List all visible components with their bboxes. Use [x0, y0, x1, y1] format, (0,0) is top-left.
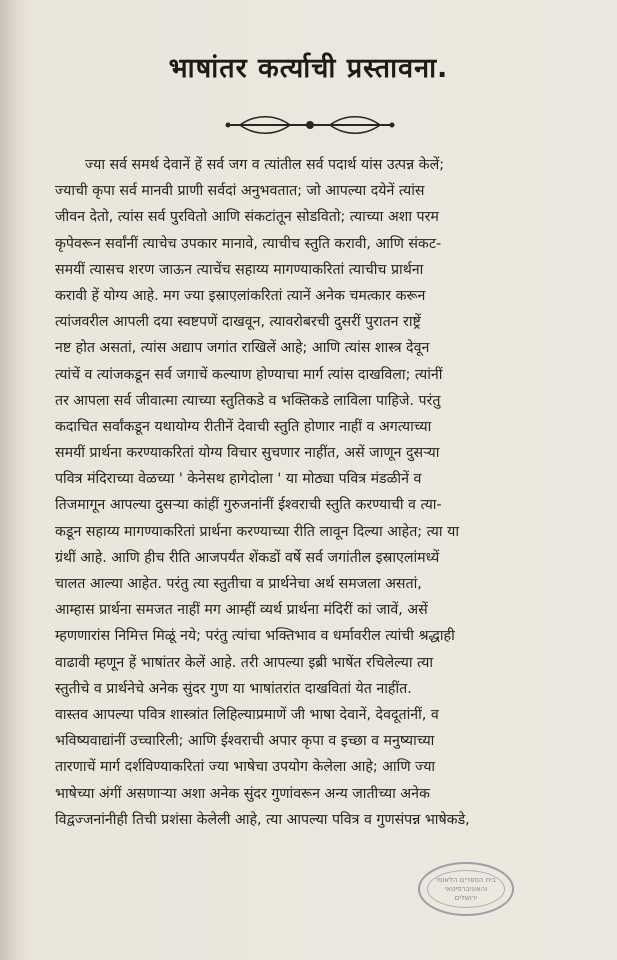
text-line-14: तिजमागून आपल्या दुसऱ्या कांहीं गुरुजनांनीं ईश्वराची स्तुति करण्याची व त्या- — [55, 497, 442, 514]
text-line-1: ज्या सर्व समर्थ देवानें हें सर्व जग व त्यांतील सर्व पदार्थ यांस उत्पन्न केलें; — [85, 157, 444, 173]
preface-body — [55, 152, 578, 833]
text-line-2: ज्याची कृपा सर्व मानवी प्राणी सर्वदां अनुभवतात; जो आपल्या दयेनें त्यांस — [55, 183, 425, 200]
text-line-8: नष्ट होत असतां, त्यांस अद्याप जगांत राखिलें आहे; आणि त्यांस शास्त्र देवून — [55, 340, 430, 357]
text-line-9: त्यांचें व त्यांजकडून सर्व जगाचें कल्याण होण्याचा मार्ग त्यांस दाखविला; त्यांनीं — [55, 366, 443, 383]
stamp-line-2: והאוניברסיטאי — [444, 884, 488, 893]
text-line-6: करावी हें योग्य आहे. मग ज्या इस्राएलांकरितां त्यानें अनेक चमत्कार करून — [55, 287, 426, 304]
text-line-21: स्तुतीचे व प्रार्थनेचे अनेक सुंदर गुण या भाषांतरांत दाखवितां येत नाहींत. — [55, 680, 412, 697]
page-title: भाषांतर कर्त्याची प्रस्तावना. — [168, 53, 449, 84]
library-stamp — [418, 862, 514, 916]
text-line-7: त्यांजवरील आपली दया स्वष्टपणें दाखवून, त्यावरोबरची दुसरीं पुरातन राष्ट्रें — [55, 314, 421, 331]
text-line-22: वास्तव आपल्या पवित्र शास्त्रांत लिहिल्याप्रमाणें जी भाषा देवानें, देवदूतांनीं, व — [55, 706, 439, 723]
text-line-15: कडून सहाय्य मागण्याकरितां प्रार्थना करण्याच्या रीति लावून दिल्या आहेत; त्या या — [55, 523, 459, 540]
text-line-19: म्हणणारांस निमित्त मिळूं नये; परंतु त्यांचा भक्तिभाव व धर्मावरील त्यांची श्रद्धाही — [55, 628, 455, 645]
text-line-13: पवित्र मंदिराच्या वेळच्या ' केनेसथ हागेदोला ' या मोठ्या पवित्र मंडळीनें व — [55, 471, 422, 488]
text-line-23: भविष्यवाद्यांनीं उच्चारिली; आणि ईश्वराची अपार कृपा व इच्छा व मनुष्याच्या — [55, 733, 435, 750]
text-line-17: चालत आल्या आहेत. परंतु त्या स्तुतीचा व प्रार्थनेचा अर्थ समजला असतां, — [55, 576, 422, 592]
text-line-4: कृपेवरून सर्वांनीं त्याचेच उपकार मानावे, त्याचीच स्तुति करावी, आणि संकट- — [55, 235, 442, 252]
decorative-rule-ornament — [220, 114, 400, 136]
stamp-line-3: ירושלים — [454, 893, 478, 902]
text-line-5: समयीं त्यासच शरण जाऊन त्याचेंच सहाय्य मागण्याकरितां त्याचीच प्रार्थना — [55, 261, 424, 278]
text-line-24: तारणाचें मार्ग दर्शविण्याकरितां ज्या भाषेचा उपयोग केलेला आहे; आणि ज्या — [55, 759, 436, 776]
text-line-3: जीवन देतो, त्यांस सर्व पुरवितो आणि संकटांतून सोडवितो; त्याच्या अशा परम — [55, 209, 439, 226]
text-line-16: ग्रंथीं आहे. आणि हीच रीति आजपर्यंत शेंकडों वर्षे सर्व जगांतील इस्राएलांमध्यें — [55, 549, 440, 566]
text-line-18: आम्हास प्रार्थना समजत नाहीं मग आम्हीं व्यर्थ प्रार्थना मंदिरीं कां जावें, असें — [55, 602, 428, 619]
stamp-line-1: בית הספרים הלאומי — [436, 875, 496, 884]
text-line-26: विद्वज्जनांनीही तिची प्रशंसा केलेली आहे, त्या आपल्या पवित्र व गुणसंपन्न भाषेकडे, — [55, 811, 470, 828]
text-line-25: भाषेच्या अंगीं असणाऱ्या अशा अनेक सुंदर गुणांवरून अन्य जातीच्या अनेक — [55, 785, 430, 802]
text-line-20: वाढावी म्हणून हें भाषांतर केलें आहे. तरी आपल्या इब्री भाषेंत रचिलेल्या त्या — [55, 654, 434, 671]
library-stamp-inner — [427, 870, 505, 908]
text-line-12: समयीं प्रार्थना करण्याकरितां योग्य विचार सुचणार नाहींत, असें जाणून दुसऱ्या — [55, 445, 440, 462]
text-line-10: तर आपला सर्व जीवात्मा त्याच्या स्तुतिकडे व भक्तिकडे लाविला पाहिजे. परंतु — [55, 392, 441, 409]
text-line-11: कदाचित सर्वांकडून यथायोग्य रीतीनें देवाची स्तुति होणार नाहीं व अगत्याच्या — [55, 418, 432, 435]
